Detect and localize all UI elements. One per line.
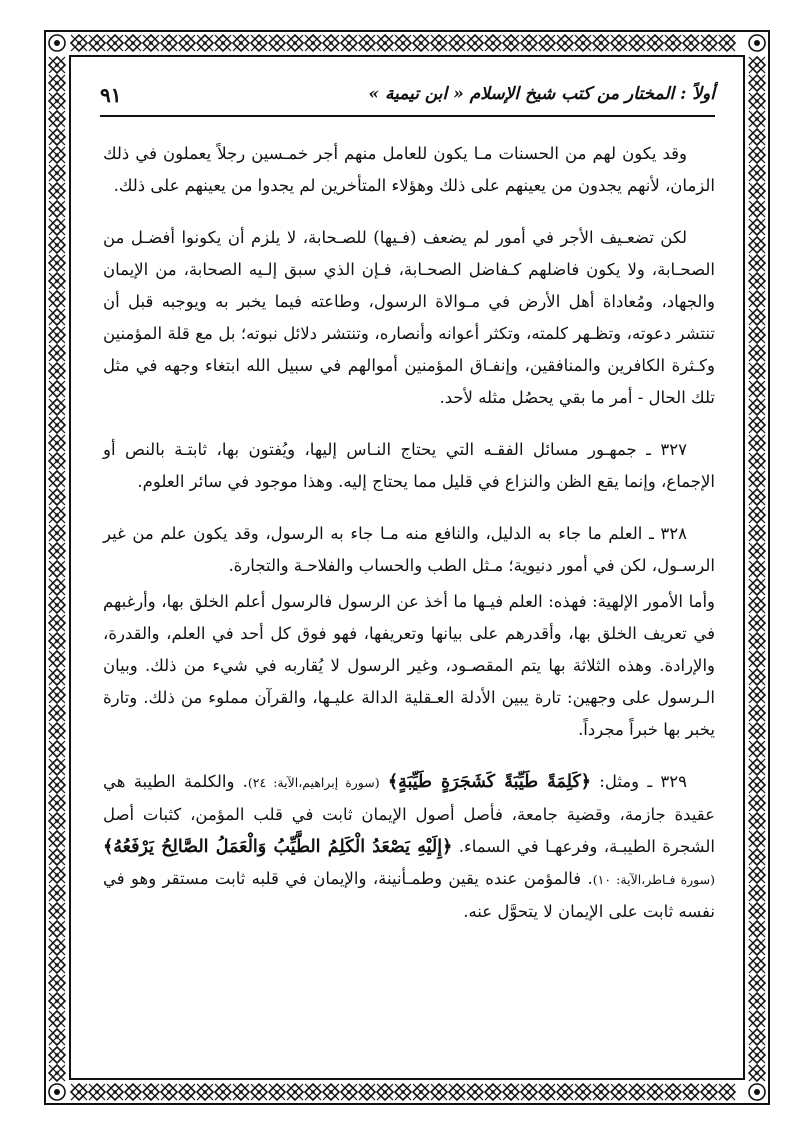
- paragraph: وقد يكون لهم من الحسنات مـا يكون للعامل منهم أجر خمـسين رجلاً يعملون في ذلك الزمان، لأنهم يجدون من يعينهم على ذلك وهؤلاء المتأخرين لم يجدوا من يعينهم على ذلك.: [103, 144, 715, 195]
- paragraph: وأما الأمور الإلهية: فهذه: العلم فيـها ما أخذ عن الرسول فالرسول أعلم الخلق بها، وأرغبهم في تعريف الخلق بها، وأقدرهم على بيانها وتعريفها، فهو فوق كل أحد في العلم، والقدرة، والإرادة. وهذه الثلاثة بها يتم المقصـود، وغير الرسول لا يُقاربه في شيء من ذلك. وبيان الـرسول على وجهين: تارة يبين الأدلة العـقلية الدالة عليـها، والقرآن مملوء من ذلك. وتارة يخبر بها خبراً مجرداً.: [103, 592, 715, 739]
- paragraph: ٣٢٨ ـ العلم ما جاء به الدليل، والنافع منه مـا جاء به الرسول، وقد يكون علم من غير الرسـول، لكن في أمور دنيوية؛ مـثل الطب والحساب والفلاحـة والتجارة.: [103, 524, 715, 575]
- page-number: ٩١: [100, 83, 122, 107]
- text-segment: . فالمؤمن عنده يقين وطمـأنينة، والإيمان في قلبه ثابت مستقر وهو في نفسه ثابت على الإيمان لا يتحوَّل عنه.: [103, 869, 715, 921]
- paragraph-with-quran: [103, 766, 715, 928]
- paragraph: لكن تضعـيف الأجر في أمور لم يضعف (فـيها) للصـحابة، لا يلزم أن يكونوا أفضـل من الصحـابة، ولا يكون فاضلهم كـفاضل الصحـابة، فـإن الذي سبق إلـيه الصحابة، من الإيمان والجهاد، ومُعاداة أهل الأرض في مـوالاة الرسول، وطاعته فيما يخبر به ويوجبه قبل أن تنتشر دعوته، وتظـهر كلمته، وتكثر أعوانه وأنصاره، وتنتشر دلائل نبوته؛ بل مع قلة المؤمنين وكـثرة الكافرين والمنافقين، وإنفـاق المؤمنين أموالهم في سبيل الله ابتغاء وجهه في مثل تلك الحال - أمر ما بقي يحصُل مثله لأحد.: [103, 228, 715, 407]
- paragraph: ٣٢٧ ـ جمهـور مسائل الفقـه التي يحتاج النـاس إليها، ويُفتون بها، ثابتـة بالنص أو الإجماع، وإنما يقع الظن والنزاع في قليل مما يحتاج إليه. وهذا موجود في سائر العلوم.: [103, 440, 715, 491]
- running-title: أولاً : المختار من كتب شيخ الإسلام « ابن تيمية »: [368, 84, 715, 104]
- header-rule: [100, 115, 715, 117]
- text-segment: ٣٢٩ ـ ومثل:: [591, 772, 688, 791]
- verse-reference: (سورة إبراهيم،الآية: ٢٤): [247, 775, 380, 790]
- text-segment: . والكلمة الطيبة هي عقيدة جازمة، وقضية جامعة، فأصل أصول الإيمان ثابت في قلب المؤمن، كثبات أصل الشجرة الطيبـة، وفرعهـا في السماء.: [103, 772, 715, 856]
- page-body: [103, 138, 715, 948]
- quran-verse: ﴿كَلِمَةً طَيِّبَةً كَشَجَرَةٍ طَيِّبَةٍ﴾: [387, 772, 592, 792]
- quran-verse: ﴿إِلَيْهِ يَصْعَدُ الْكَلِمُ الطَّيِّبُ وَالْعَمَلُ الصَّالِحُ يَرْفَعُهُ﴾: [103, 837, 453, 857]
- page-header: [100, 82, 715, 114]
- verse-reference: (سورة فـاطر،الآية: ١٠): [592, 872, 715, 887]
